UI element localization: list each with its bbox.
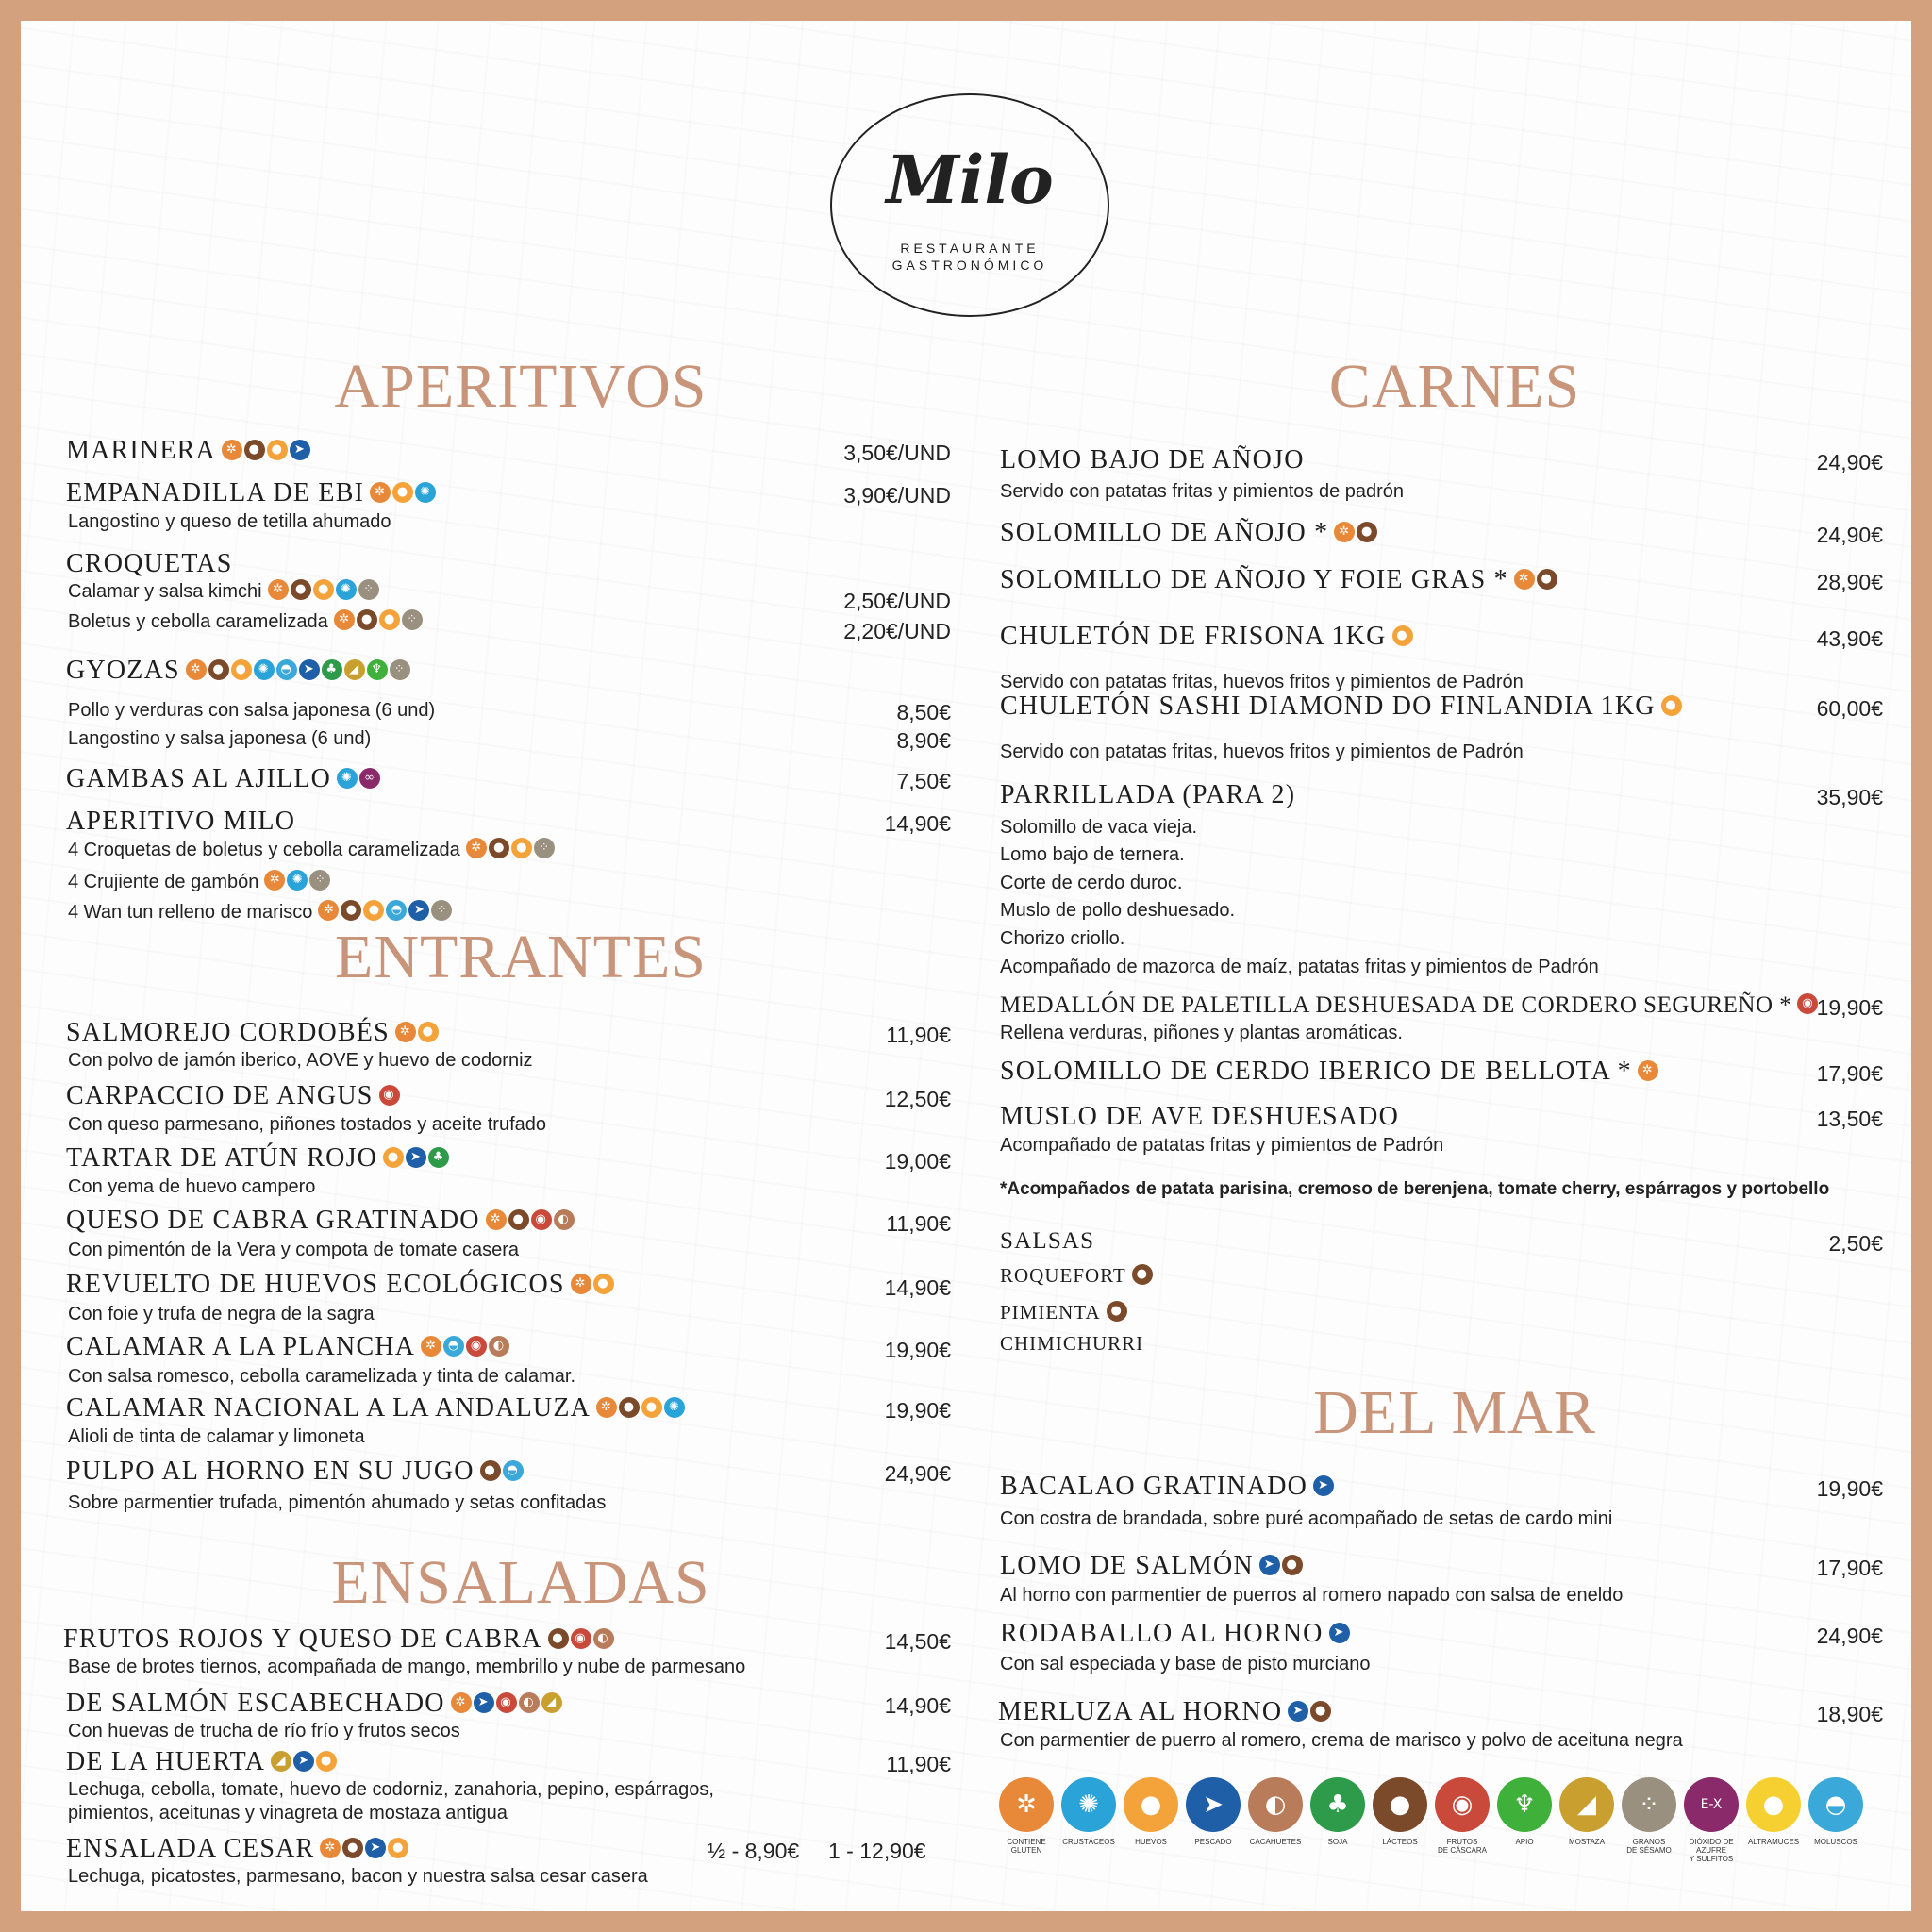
price: 19,90€ (884, 1338, 951, 1362)
item-name: GYOZAS (66, 656, 180, 685)
price: 2,20€/UND (843, 619, 951, 643)
eggs-icon: ● (363, 900, 384, 921)
salsas-title: SALSAS (1000, 1228, 1095, 1254)
crab-icon: ✺ (415, 482, 436, 503)
sesame-icon: ⁘ (534, 838, 555, 858)
parrillada-line: Chorizo criollo. (1000, 928, 1125, 949)
eggs-icon: ● (388, 1838, 408, 1858)
price: 19,00€ (884, 1149, 951, 1174)
item-desc: Servido con patatas fritas y pimientos de padrón (1000, 481, 1405, 502)
item-desc: Lechuga, picatostes, parmesano, bacon y nuestra salsa cesar casera (68, 1866, 648, 1887)
menu-page (21, 21, 1911, 1911)
mustard-icon: ◢ (271, 1751, 291, 1772)
mollusc-icon: ◓ (443, 1336, 464, 1357)
mar-0: BACALAO GRATINADO ➤ (1000, 1472, 1334, 1502)
fish-icon: ➤ (365, 1838, 386, 1858)
price: 11,90€ (886, 1752, 951, 1776)
mollusc-icon: ◓ (386, 900, 407, 921)
allergen-icons (370, 482, 436, 503)
logo (830, 93, 1109, 317)
price: 14,90€ (884, 1693, 951, 1718)
fish-icon: ➤ (1329, 1623, 1350, 1643)
fish-icon: ➤ (474, 1692, 494, 1713)
legend-sulfitos: E-X DIÓXIDO DE AZUFRE Y SULFITOS (1680, 1777, 1742, 1863)
allergen-icons (318, 900, 452, 921)
eggs-icon: ● (316, 1751, 337, 1772)
gluten-icon: ✲ (1638, 1060, 1658, 1081)
soy-icon: ♣ (428, 1147, 449, 1168)
price: 2,50€/UND (843, 589, 951, 613)
sulphite-icon: E-X (1684, 1777, 1739, 1832)
carne-cerdo: SOLOMILLO DE CERDO IBERICO DE BELLOTA * ✲ (1000, 1057, 1658, 1087)
price: 8,90€ (896, 728, 951, 753)
mollusc-icon: ◓ (276, 659, 297, 680)
legend-sesamo: ⁘ GRANOS DE SÉSAMO (1618, 1777, 1680, 1855)
salsa-pimienta: PIMIENTA ● (1000, 1301, 1127, 1324)
milk-icon: ● (1537, 569, 1557, 590)
item-desc: Servido con patatas fritas, huevos fritos y pimientos de Padrón (1000, 672, 1524, 692)
price: 19,90€ (1816, 995, 1883, 1020)
item-desc: Acompañado de patatas fritas y pimientos de Padrón (1000, 1135, 1444, 1156)
item-variant: Calamar y salsa kimchi ✲ ● ● ✺ ⁘ (68, 581, 379, 603)
fish-icon: ➤ (406, 1147, 426, 1168)
ensalada-3: ENSALADA CESAR ✲ ● ➤ ● (66, 1834, 408, 1864)
heading-delmar: DEL MAR (1313, 1378, 1596, 1447)
fish-icon: ➤ (1313, 1475, 1334, 1496)
milk-icon: ● (357, 609, 377, 630)
item-empanadilla (66, 478, 436, 508)
price: 8,50€ (896, 700, 951, 724)
carne-solomillo: SOLOMILLO DE AÑOJO * ✲ ● (1000, 518, 1377, 548)
sesame-icon: ⁘ (309, 870, 330, 891)
price: 14,90€ (884, 1275, 951, 1300)
price: 3,90€/UND (843, 483, 951, 508)
price: 11,90€ (886, 1211, 951, 1236)
crab-icon: ✺ (254, 659, 275, 680)
fish-icon: ➤ (1259, 1555, 1280, 1575)
peanut-icon: ◐ (519, 1692, 540, 1713)
item-aperitivo-milo: APERITIVO MILO (66, 807, 296, 836)
eggs-icon: ● (267, 440, 288, 460)
price-full: 1 - 12,90€ (828, 1839, 926, 1863)
milk-icon: ● (1310, 1701, 1331, 1722)
milk-icon: ● (208, 659, 229, 680)
entrante-3: QUESO DE CABRA GRATINADO ✲ ● ◉ ◐ (66, 1206, 575, 1236)
heading-carnes: CARNES (1328, 352, 1581, 421)
price: 19,90€ (884, 1398, 951, 1423)
eggs-icon: ● (418, 1022, 439, 1042)
item-desc: Con polvo de jamón iberico, AOVE y huevo de codorniz (68, 1050, 533, 1071)
sesame-icon: ⁘ (358, 579, 379, 600)
carne-chuleton: CHULETÓN DE FRISONA 1KG ● (1000, 622, 1413, 652)
milk-icon: ● (1282, 1555, 1303, 1575)
allergen-icons (264, 870, 330, 891)
price: 24,90€ (1816, 1624, 1883, 1648)
entrante-2: TARTAR DE ATÚN ROJO ● ➤ ♣ (66, 1143, 449, 1174)
legend-gluten: ✲ CONTIENE GLUTEN (995, 1777, 1058, 1855)
legend-lacteos: ● LÁCTEOS (1369, 1777, 1431, 1846)
sulphite-icon: ∞ (359, 768, 380, 789)
item-gambas (66, 764, 380, 794)
item-desc: Con salsa romesco, cebolla caramelizada y tinta de calamar. (68, 1366, 576, 1387)
milk-icon: ● (341, 900, 361, 921)
eggs-icon: ● (511, 838, 532, 858)
eggs-icon: ● (383, 1147, 404, 1168)
price-half: ½ - 8,90€ (708, 1839, 800, 1863)
item-desc: Con pimentón de la Vera y compota de tomate casera (68, 1240, 520, 1260)
eggs-icon: ● (1392, 625, 1413, 646)
milk-icon: ● (1373, 1777, 1427, 1832)
carne-muslo: MUSLO DE AVE DESHUESADO (1000, 1102, 1400, 1131)
gluten-icon: ✲ (596, 1397, 617, 1418)
gluten-icon: ✲ (318, 900, 339, 921)
price: 2,50€ (1828, 1231, 1883, 1256)
milk-icon: ● (291, 579, 311, 600)
item-marinera (66, 436, 310, 466)
parrillada-line: Solomillo de vaca vieja. (1000, 817, 1197, 838)
peanut-icon: ◐ (1248, 1777, 1303, 1832)
item-desc: Con foie y trufa de negra de la sagra (68, 1304, 375, 1324)
fish-icon: ➤ (1186, 1777, 1241, 1832)
item-desc: Con huevas de trucha de río frío y frutos secos (68, 1721, 460, 1741)
carne-chuleton-sashi: CHULETÓN SASHI DIAMOND DO FINLANDIA 1KG ● (1000, 691, 1682, 722)
crab-icon: ✺ (1061, 1777, 1116, 1832)
allergen-icons (466, 838, 555, 858)
item-variant: Boletus y cebolla caramelizada ✲ ● ● ⁘ (68, 611, 423, 633)
legend-pescado: ➤ PESCADO (1182, 1777, 1244, 1846)
gluten-icon: ✲ (571, 1274, 591, 1294)
gluten-icon: ✲ (1334, 522, 1355, 542)
entrante-4: REVUELTO DE HUEVOS ECOLÓGICOS ✲ ● (66, 1270, 614, 1300)
ensalada-1: DE SALMÓN ESCABECHADO ✲ ➤ ◉ ◐ ◢ (66, 1689, 562, 1719)
peanut-icon: ◐ (554, 1209, 575, 1230)
crab-icon: ✺ (337, 768, 358, 789)
heading-aperitivos: APERITIVOS (334, 352, 708, 421)
wheat-icon: ✲ (999, 1777, 1054, 1832)
eggs-icon: ● (379, 609, 400, 630)
price: 7,50€ (896, 769, 951, 793)
eggs-icon: ● (641, 1397, 662, 1418)
item-desc: Al horno con parmentier de puerros al romero napado con salsa de eneldo (1000, 1585, 1624, 1606)
parrillada-line: Corte de cerdo duroc. (1000, 873, 1183, 893)
milk-icon: ● (1357, 522, 1377, 542)
legend-cacahuetes: ◐ CACAHUETES (1244, 1777, 1307, 1846)
heading-entrantes: ENTRANTES (335, 923, 707, 991)
sesame-icon: ⁘ (1622, 1777, 1676, 1832)
price: 60,00€ (1816, 696, 1883, 721)
fish-icon: ➤ (293, 1751, 314, 1772)
gluten-icon: ✲ (222, 440, 242, 460)
milk-icon: ● (1107, 1301, 1127, 1322)
item-desc: Con yema de huevo campero (68, 1176, 316, 1197)
nut-icon: ◉ (1797, 993, 1818, 1014)
fish-icon: ➤ (408, 900, 429, 921)
mustard-icon: ◢ (1559, 1777, 1614, 1832)
nut-icon: ◉ (571, 1628, 591, 1649)
soy-icon: ♣ (322, 659, 342, 680)
entrante-7: PULPO AL HORNO EN SU JUGO ● ◓ (66, 1457, 524, 1487)
item-name: EMPANADILLA DE EBI (66, 478, 365, 508)
lupin-icon: ● (1746, 1777, 1801, 1832)
milk-icon: ● (548, 1628, 569, 1649)
price: 17,90€ (1816, 1061, 1883, 1086)
allergen-icons (334, 609, 423, 630)
allergen-icons (222, 440, 310, 460)
peanut-icon: ◐ (489, 1336, 509, 1357)
salsa-chimichurri: CHIMICHURRI (1000, 1332, 1144, 1355)
price: 13,50€ (1816, 1107, 1883, 1131)
price: 43,90€ (1816, 626, 1883, 651)
legend-apio: ♆ APIO (1493, 1777, 1556, 1846)
item-gyozas (66, 656, 410, 686)
brand-line2: GASTRONÓMICO (891, 258, 1048, 273)
item-line: 4 Croquetas de boletus y cebolla caramelizada ✲ ● ● ⁘ (68, 840, 555, 861)
price: 12,50€ (884, 1087, 951, 1111)
entrante-0: SALMOREJO CORDOBÉS ✲ ● (66, 1018, 439, 1048)
nut-icon: ◉ (531, 1209, 552, 1230)
legend-huevos: ● HUEVOS (1120, 1777, 1182, 1846)
eggs-icon: ● (392, 482, 413, 503)
parrillada-line: Lomo bajo de ternera. (1000, 844, 1185, 865)
fish-icon: ➤ (1288, 1701, 1308, 1722)
gluten-icon: ✲ (421, 1336, 441, 1357)
gluten-icon: ✲ (268, 579, 289, 600)
ensalada-2: DE LA HUERTA ◢ ➤ ● (66, 1747, 337, 1777)
gluten-icon: ✲ (395, 1022, 416, 1042)
carne-solomillo-foie: SOLOMILLO DE AÑOJO Y FOIE GRAS * ✲ ● (1000, 565, 1557, 595)
gluten-icon: ✲ (370, 482, 391, 503)
legend-frutos: ◉ FRUTOS DE CÁSCARA (1431, 1777, 1493, 1855)
celery-icon: ♆ (1497, 1777, 1552, 1832)
item-desc: Alioli de tinta de calamar y limoneta (68, 1426, 365, 1447)
price: 24,90€ (884, 1461, 951, 1486)
milk-icon: ● (342, 1838, 363, 1858)
gluten-icon: ✲ (1514, 569, 1535, 590)
gluten-icon: ✲ (186, 659, 207, 680)
mar-1: LOMO DE SALMÓN ➤ ● (1000, 1551, 1303, 1581)
mustard-icon: ◢ (344, 659, 365, 680)
price: 3,50€/UND (843, 441, 951, 465)
item-line: 4 Wan tun relleno de marisco ✲ ● ● ◓ ➤ ⁘ (68, 902, 452, 924)
gluten-icon: ✲ (334, 609, 355, 630)
celery-icon: ♆ (367, 659, 388, 680)
mollusc-icon: ◓ (1808, 1777, 1863, 1832)
gluten-icon: ✲ (451, 1692, 472, 1713)
milk-icon: ● (244, 440, 265, 460)
carne-medallon: MEDALLÓN DE PALETILLA DESHUESADA DE CORDERO SEGUREÑO * ◉ (1000, 992, 1818, 1019)
price: 19,90€ (1816, 1476, 1883, 1501)
heading-ensaladas: ENSALADAS (331, 1548, 710, 1617)
price: 14,50€ (884, 1629, 951, 1654)
fish-icon: ➤ (299, 659, 320, 680)
price: 18,90€ (1816, 1702, 1883, 1726)
nut-icon: ◉ (379, 1085, 400, 1106)
crab-icon: ✺ (287, 870, 308, 891)
legend-moluscos: ◓ MOLUSCOS (1805, 1777, 1867, 1846)
sesame-icon: ⁘ (431, 900, 452, 921)
sesame-icon: ⁘ (402, 609, 423, 630)
salsa-roquefort: ROQUEFORT ● (1000, 1264, 1153, 1288)
soy-icon: ♣ (1310, 1777, 1365, 1832)
parrillada-line: Muslo de pollo deshuesado. (1000, 900, 1236, 921)
milk-icon: ● (489, 838, 509, 858)
nut-icon: ◉ (1435, 1777, 1490, 1832)
ensalada-0: FRUTOS ROJOS Y QUESO DE CABRA ● ◉ ◐ (63, 1624, 614, 1655)
legend-soja: ♣ SOJA (1307, 1777, 1369, 1846)
item-desc: Base de brotes tiernos, acompañada de mango, membrillo y nube de parmesano (68, 1657, 746, 1677)
eggs-icon: ● (313, 579, 334, 600)
sesame-icon: ⁘ (390, 659, 410, 680)
parrillada-line: Acompañado de mazorca de maíz, patatas fritas y pimientos de Padrón (1000, 957, 1599, 977)
milk-icon: ● (619, 1397, 640, 1418)
legend-mostaza: ◢ MOSTAZA (1556, 1777, 1618, 1846)
price: 24,90€ (1816, 450, 1883, 475)
allergen-icons (268, 579, 379, 600)
peanut-icon: ◐ (593, 1628, 614, 1649)
mar-3: MERLUZA AL HORNO ➤ ● (998, 1697, 1331, 1727)
crab-icon: ✺ (336, 579, 357, 600)
item-variant: Pollo y verduras con salsa japonesa (6 und) (68, 700, 436, 721)
gluten-icon: ✲ (264, 870, 285, 891)
price: 11,90€ (886, 1023, 951, 1047)
legend-altramuces: ● ALTRAMUCES (1742, 1777, 1805, 1846)
item-desc: Con queso parmesano, piñones tostados y aceite trufado (68, 1114, 546, 1135)
item-desc: pimientos, aceitunas y vinagreta de mostaza antigua (68, 1803, 508, 1824)
milk-icon: ● (1132, 1264, 1153, 1285)
eggs-icon: ● (1124, 1777, 1178, 1832)
price: 35,90€ (1816, 785, 1883, 809)
mustard-icon: ◢ (541, 1692, 562, 1713)
gluten-icon: ✲ (486, 1209, 507, 1230)
entrante-5: CALAMAR A LA PLANCHA ✲ ◓ ◉ ◐ (66, 1332, 509, 1362)
brand-line1: RESTAURANTE (900, 241, 1040, 256)
price: 28,90€ (1816, 570, 1883, 594)
item-desc: Con sal especiada y base de pisto murciano (1000, 1654, 1371, 1674)
item-desc: Sobre parmentier trufada, pimentón ahumado y setas confitadas (68, 1492, 607, 1513)
eggs-icon: ● (231, 659, 252, 680)
mar-2: RODABALLO AL HORNO ➤ (1000, 1619, 1350, 1649)
item-name: MARINERA (66, 436, 216, 465)
gluten-icon: ✲ (466, 838, 487, 858)
carnes-note: *Acompañados de patata parisina, cremoso de berenjena, tomate cherry, espárragos y portobello (1000, 1179, 1830, 1199)
item-croquetas: CROQUETAS (66, 549, 233, 578)
item-desc: Langostino y queso de tetilla ahumado (68, 511, 391, 532)
milk-icon: ● (508, 1209, 529, 1230)
crab-icon: ✺ (664, 1397, 685, 1418)
gluten-icon: ✲ (320, 1838, 341, 1858)
price: 17,90€ (1816, 1556, 1883, 1580)
price: 14,90€ (884, 811, 951, 836)
fish-icon: ➤ (290, 440, 310, 460)
entrante-1: CARPACCIO DE ANGUS ◉ (66, 1081, 400, 1111)
carne-lomo: LOMO BAJO DE AÑOJO (1000, 445, 1305, 475)
entrante-6: CALAMAR NACIONAL A LA ANDALUZA ✲ ● ● ✺ (66, 1393, 685, 1424)
item-desc: Rellena verduras, piñones y plantas aromáticas. (1000, 1023, 1403, 1043)
milk-icon: ● (480, 1460, 501, 1481)
item-desc: Lechuga, cebolla, tomate, huevo de codorniz, zanahoria, pepino, espárragos, (68, 1779, 714, 1800)
item-desc: Con parmentier de puerro al romero, crema de marisco y polvo de aceituna negra (1000, 1730, 1683, 1751)
nut-icon: ◉ (466, 1336, 487, 1357)
item-name: GAMBAS AL AJILLO (66, 764, 332, 793)
carne-parrillada: PARRILLADA (PARA 2) (1000, 780, 1296, 809)
allergen-icons (186, 659, 410, 680)
legend-crustaceos: ✺ CRUSTÁCEOS (1058, 1777, 1120, 1846)
eggs-icon: ● (1661, 695, 1682, 716)
allergen-icons (337, 768, 380, 789)
item-desc: Con costra de brandada, sobre puré acompañado de setas de cardo mini (1000, 1508, 1613, 1529)
item-desc: Servido con patatas fritas, huevos fritos y pimientos de Padrón (1000, 741, 1524, 762)
brand-name: Milo (886, 141, 1054, 219)
mollusc-icon: ◓ (503, 1460, 524, 1481)
price: 24,90€ (1816, 523, 1883, 547)
eggs-icon: ● (593, 1274, 614, 1294)
item-variant: Langostino y salsa japonesa (6 und) (68, 728, 372, 749)
item-line: 4 Crujiente de gambón ✲ ✺ ⁘ (68, 872, 330, 893)
nut-icon: ◉ (496, 1692, 517, 1713)
